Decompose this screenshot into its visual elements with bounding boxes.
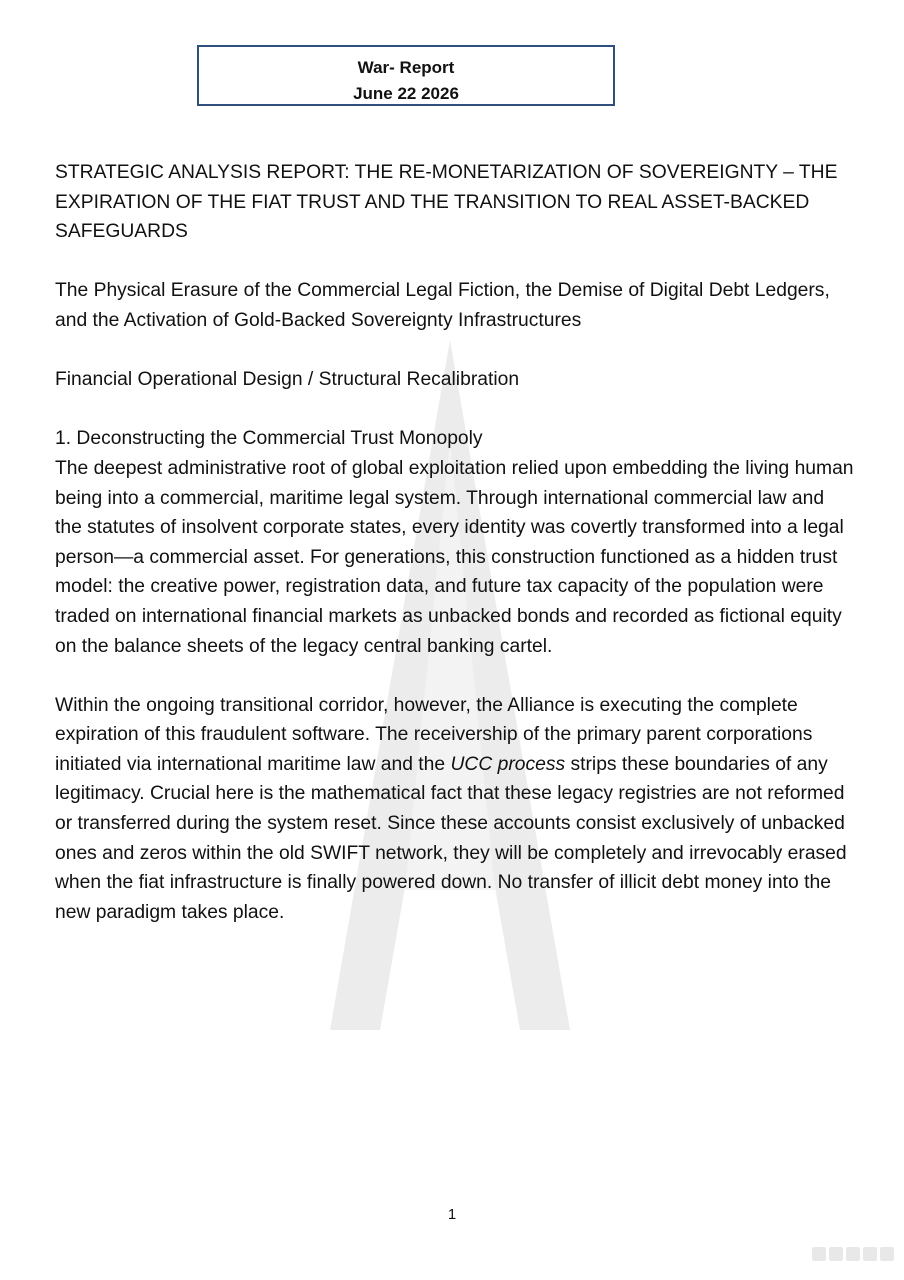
report-body bbox=[55, 158, 855, 927]
report-header-box bbox=[197, 45, 615, 106]
report-date: June 22 2026 bbox=[353, 84, 459, 103]
document-subtitle: The Physical Erasure of the Commercial Legal Fiction, the Demise of Digital Debt Ledgers, and the Activation of Gold-Backed Sovereignty Infrastructures bbox=[55, 280, 830, 331]
scan-artifact-dots bbox=[809, 1247, 894, 1266]
section-paragraph-1: The deepest administrative root of global exploitation relied upon embedding the living human being into a commercial, maritime legal system. Through international commercial law and the statutes of insolvent corporate states, every identity was covertly transformed into a legal person—a commercial asset. For generations, this construction functioned as a hidden trust model: the creative power, registration data, and future tax capacity of the population were traded on international financial markets as unbacked bonds and recorded as fictional equity on the balance sheets of the legacy central banking cartel. bbox=[55, 457, 854, 657]
section-heading: 1. Deconstructing the Commercial Trust Monopoly bbox=[55, 428, 483, 450]
paragraph-2-text-before: Within the ongoing transitional corridor, however, the Alliance is executing the complete expiration of this fraudulent software. The receivership of the primary parent corporations initiated via international maritime law and the bbox=[55, 694, 813, 775]
design-line: Financial Operational Design / Structural Recalibration bbox=[55, 369, 520, 391]
report-title: War- Report bbox=[357, 58, 455, 77]
ucc-process-emphasis: UCC process bbox=[450, 753, 566, 775]
page-number: 1 bbox=[447, 1206, 457, 1223]
paragraph-2-text-after: strips these boundaries of any legitimacy. Crucial here is the mathematical fact that these legacy registries are not reformed or transferred during the system reset. Since these accounts consist exclusively of unbacked ones and zeros within the old SWIFT network, they will be completely and irrevocably erased when the fiat infrastructure is finally powered down. No transfer of illicit debt money into the new paradigm takes place. bbox=[55, 753, 847, 923]
document-title: STRATEGIC ANALYSIS REPORT: THE RE-MONETARIZATION OF SOVEREIGNTY – THE EXPIRATION OF THE FIAT TRUST AND THE TRANSITION TO REAL ASSET-BACKED SAFEGUARDS bbox=[55, 162, 838, 243]
section-paragraph-2 bbox=[55, 691, 855, 928]
